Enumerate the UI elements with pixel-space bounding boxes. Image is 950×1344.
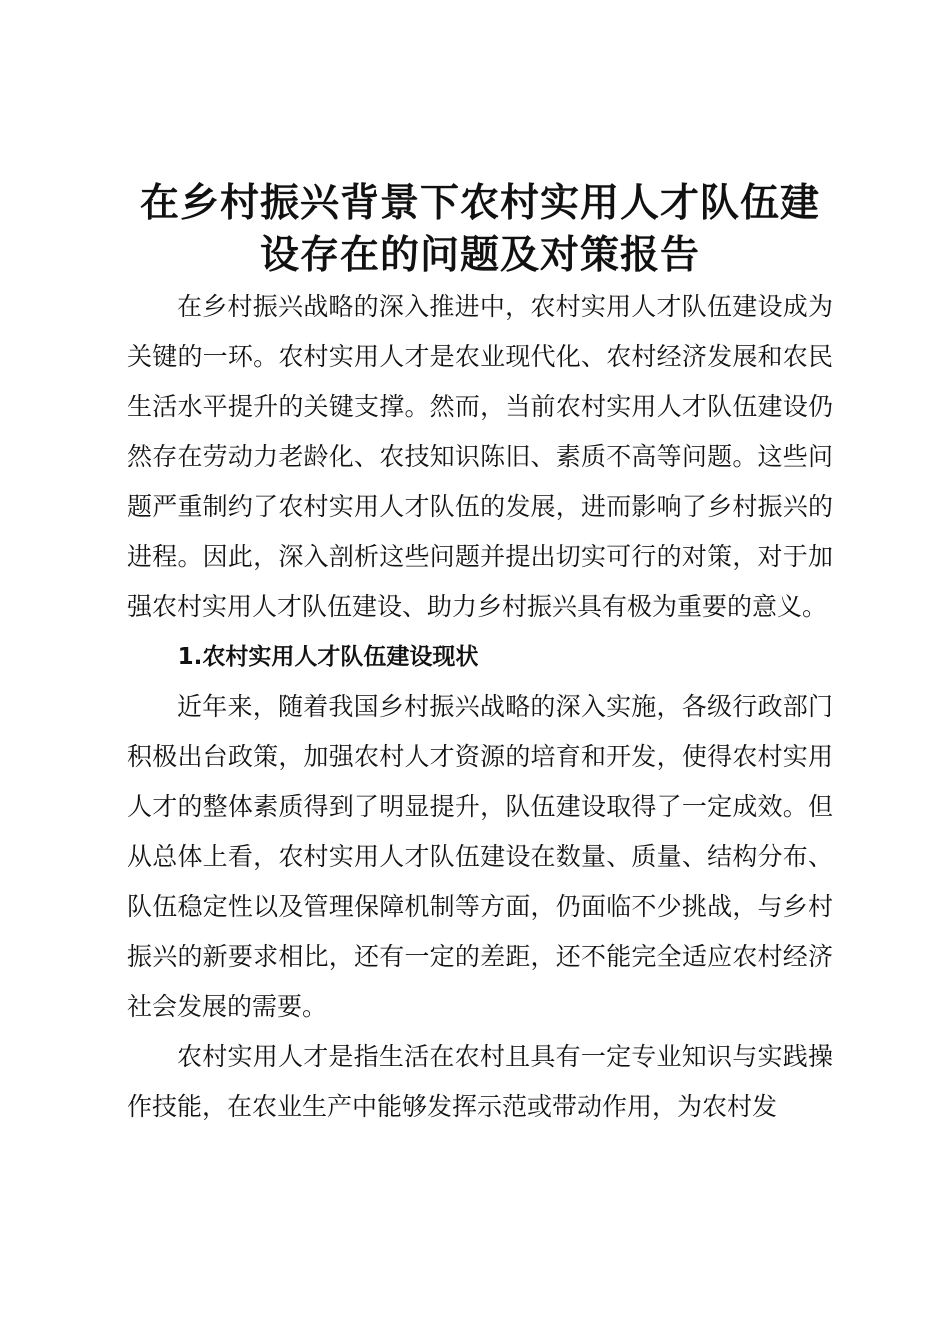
document-title: 在乡村振兴背景下农村实用人才队伍建设存在的问题及对策报告 bbox=[139, 181, 820, 278]
section-paragraph-2: 农村实用人才是指生活在农村且具有一定专业知识与实践操作技能，在农业生产中能够发挥示范或带动作用，为农村发 bbox=[127, 1042, 833, 1121]
section-paragraph-1: 近年来，随着我国乡村振兴战略的深入实施，各级行政部门积极出台政策，加强农村人才资源的培育和开发，使得农村实用人才的整体素质得到了明显提升，队伍建设取得了一定成效。但从总体上看，农村实用人才队伍建设在数量、质量、结构分布、队伍稳定性以及管理保障机制等方面，仍面临不少挑战，与乡村振兴的新要求相比，还有一定的差距，还不能完全适应农村经济社会发展的需要。 bbox=[127, 692, 833, 1021]
section-heading: 1.农村实用人才队伍建设现状 bbox=[177, 644, 479, 670]
intro-paragraph: 在乡村振兴战略的深入推进中，农村实用人才队伍建设成为关键的一环。农村实用人才是农业现代化、农村经济发展和农民生活水平提升的关键支撑。然而，当前农村实用人才队伍建设仍然存在劳动力老龄化、农技知识陈旧、素质不高等问题。这些问题严重制约了农村实用人才队伍的发展，进而影响了乡村振兴的进程。因此，深入剖析这些问题并提出切实可行的对策，对于加强农村实用人才队伍建设、助力乡村振兴具有极为重要的意义。 bbox=[127, 292, 833, 621]
document-body bbox=[127, 178, 833, 1132]
